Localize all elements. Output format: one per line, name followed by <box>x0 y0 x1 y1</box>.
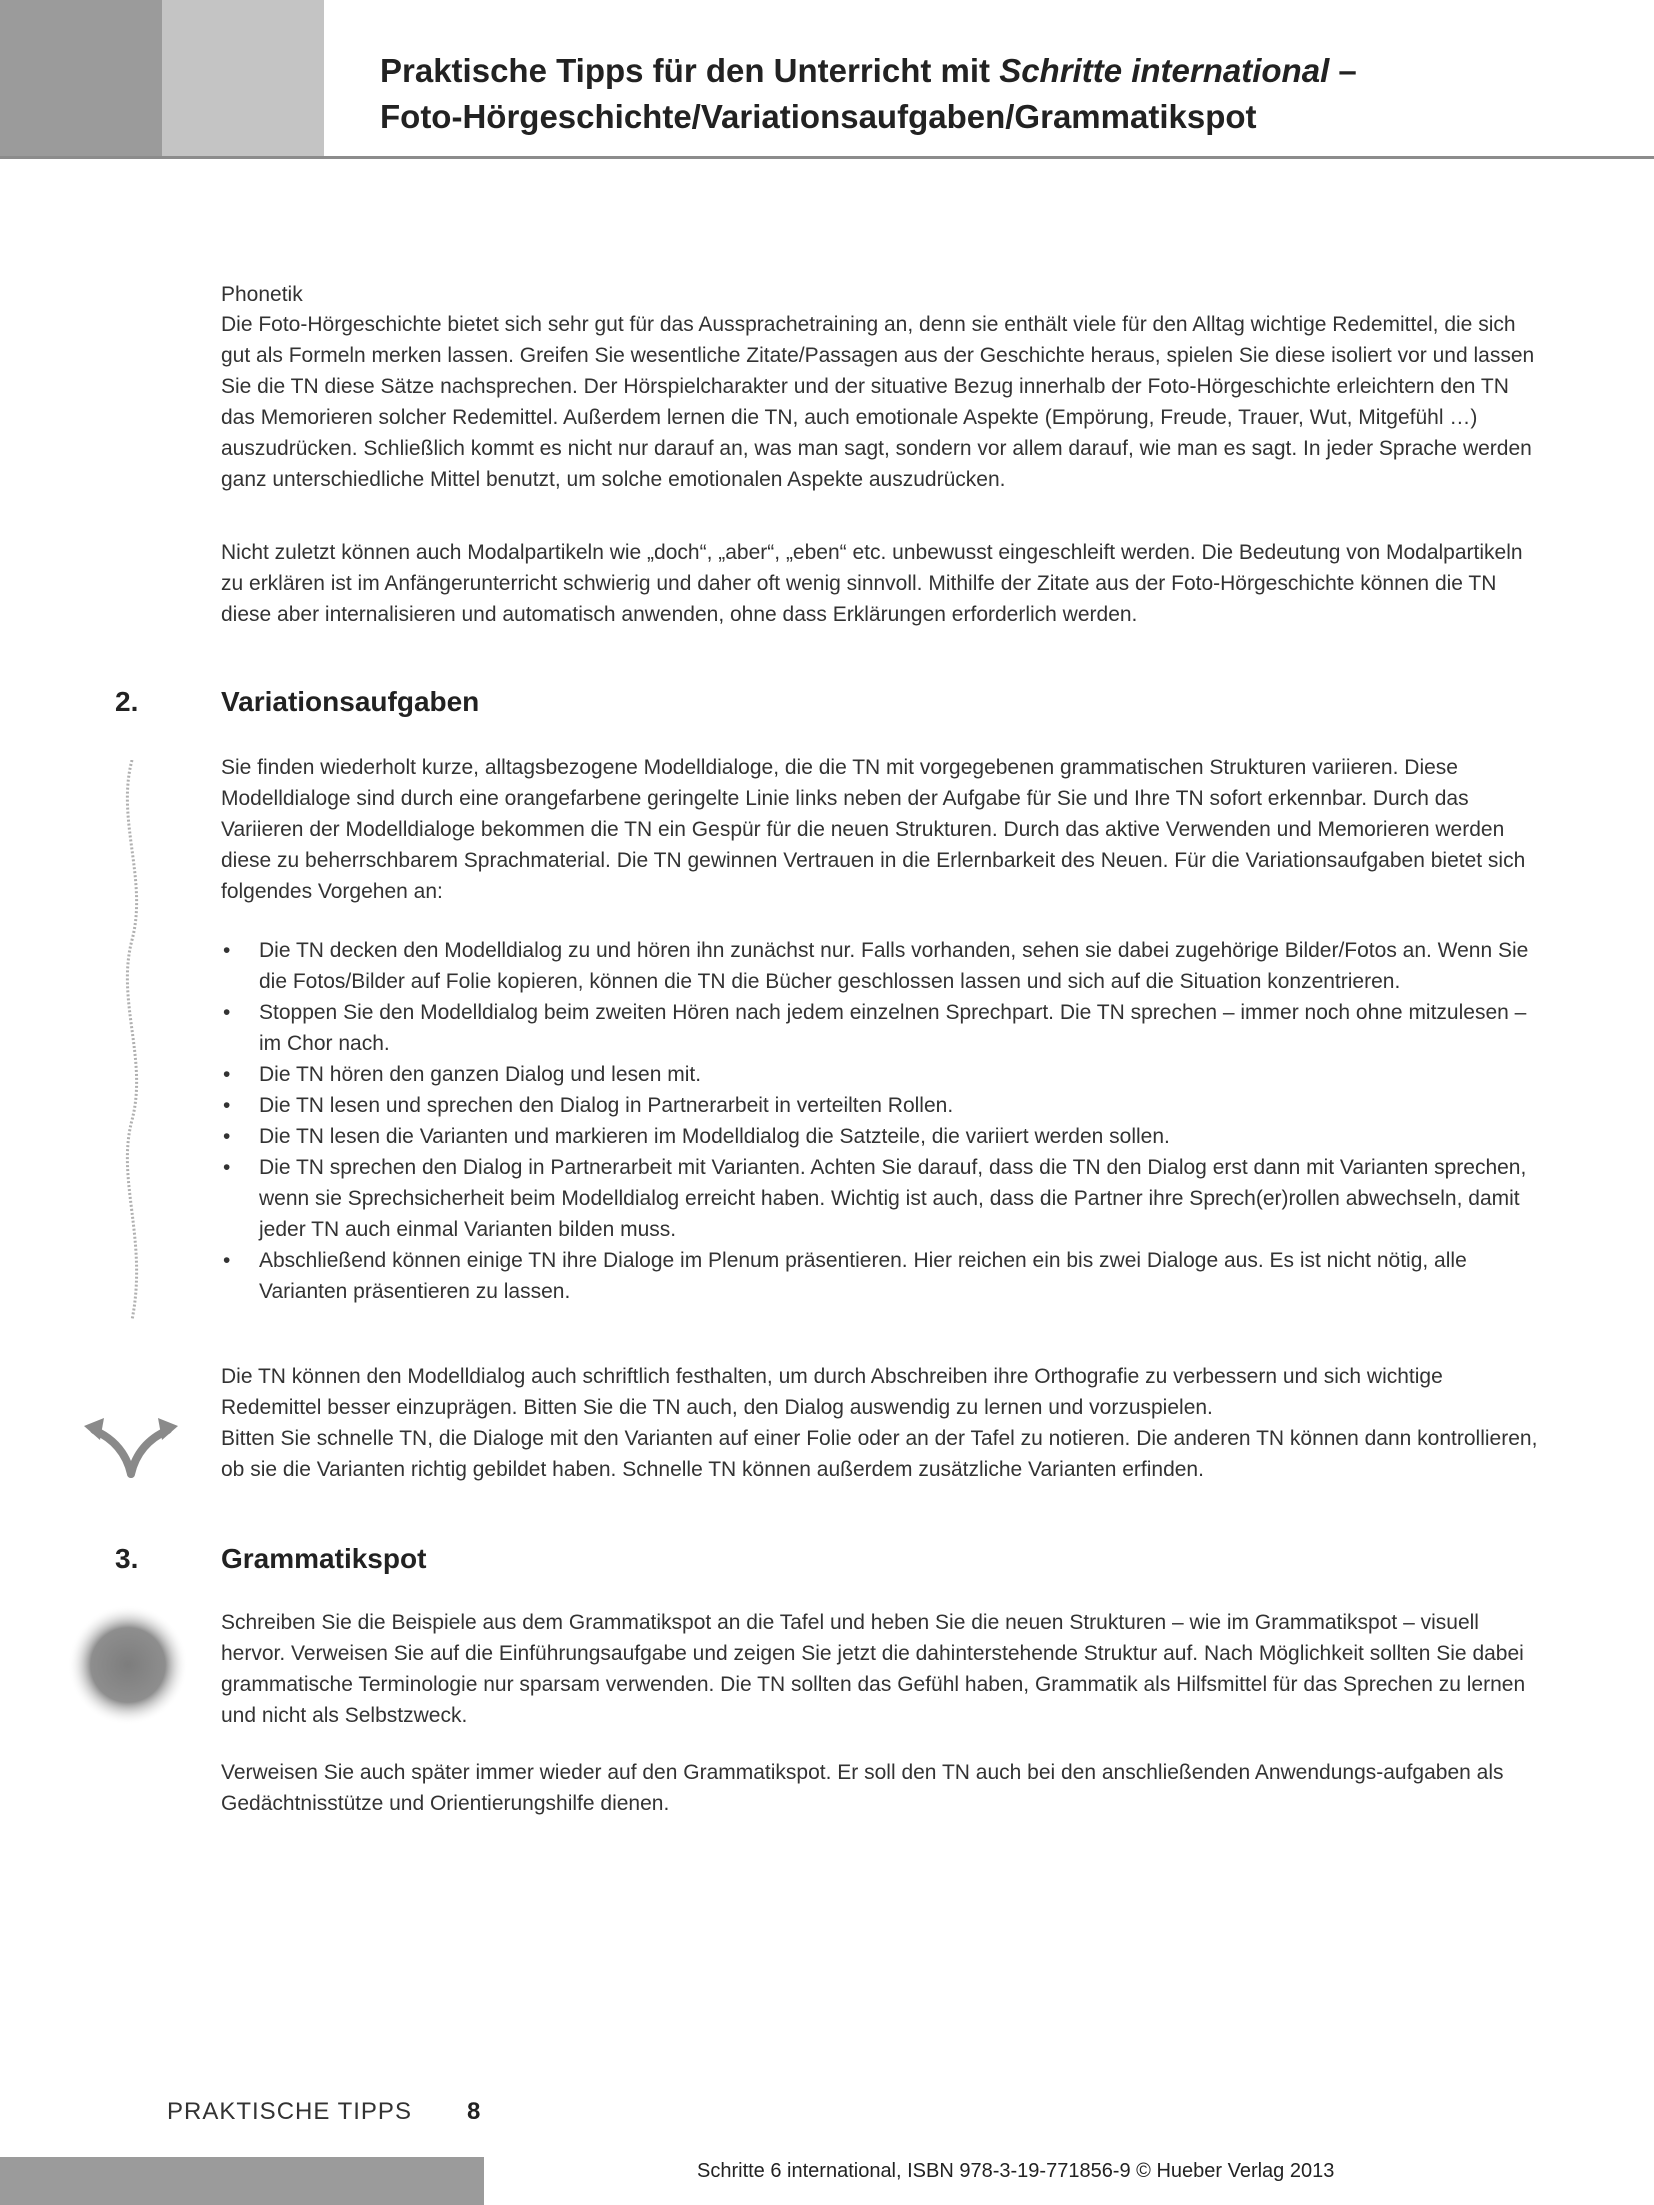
header-block-light <box>162 0 324 157</box>
branch-arrows-icon <box>82 1412 180 1480</box>
section-3-paragraph-1: Schreiben Sie die Beispiele aus dem Grammatikspot an die Tafel und heben Sie die neuen Strukturen – wie im Grammatikspot – visuell hervor. Verweisen Sie auf die Einführungsaufgabe und zeigen Sie jetzt die dahinterstehende Struktur auf. Nach Möglichkeit sollten Sie dabei grammatische Terminologie nur sparsam verwenden. Die TN sollten das Gefühl haben, Grammatik als Hilfsmittel für das Sprechen zu lernen und nicht als Selbstzweck. <box>221 1611 1526 1727</box>
footer-label: PRAKTISCHE TIPPS <box>167 2098 412 2125</box>
page-title <box>380 48 1620 140</box>
phonetik-heading: Phonetik <box>221 283 303 306</box>
list-item: • Die TN lesen die Varianten und markieren im Modelldialog die Satzteile, die variiert werden sollen. <box>221 1121 1541 1152</box>
title-prefix: Praktische Tipps für den Unterricht mit <box>380 52 1000 89</box>
title-line-2: Foto-Hörgeschichte/Variationsaufgaben/Grammatikspot <box>380 98 1257 135</box>
footer-bar <box>0 2157 484 2205</box>
section-3-paragraph-2: Verweisen Sie auch später immer wieder auf den Grammatikspot. Er soll den TN auch bei den anschließenden Anwendungs-aufgaben als Gedächtnisstütze und Orientierungshilfe dienen. <box>221 1761 1504 1815</box>
section-2-outro-1: Die TN können den Modelldialog auch schriftlich festhalten, um durch Abschreiben ihre Orthografie zu verbessern und sich wichtige Redemittel besser einzuprägen. Bitten Sie die TN auch, den Dialog auswendig zu lernen und vorzuspielen. <box>221 1365 1443 1419</box>
section-2-outro-2: Bitten Sie schnelle TN, die Dialoge mit den Varianten auf einer Folie oder an der Tafel zu notieren. Die anderen TN können dann kontrollieren, ob sie die Varianten richtig gebildet haben. Schnelle TN können außerdem zusätzliche Varianten erfinden. <box>221 1427 1538 1481</box>
section-3-number: 3. <box>115 1543 139 1574</box>
section-2-number: 2. <box>115 686 139 717</box>
page-number: 8 <box>467 2098 481 2125</box>
title-line-1 <box>380 48 1620 94</box>
header-rule <box>0 156 1654 159</box>
list-item: • Die TN hören den ganzen Dialog und lesen mit. <box>221 1059 1541 1090</box>
list-item: • Die TN decken den Modelldialog zu und hören ihn zunächst nur. Falls vorhanden, sehen sie dabei zugehörige Bilder/Fotos an. Wenn Sie die Fotos/Bilder auf Folie kopieren, können die TN die Bücher geschlossen lassen und sich auf die Situation konzentrieren. <box>221 935 1541 997</box>
list-item: • Die TN lesen und sprechen den Dialog in Partnerarbeit in verteilten Rollen. <box>221 1090 1541 1121</box>
title-italic: Schritte international <box>999 52 1330 89</box>
procedure-list <box>221 935 1541 1307</box>
grammar-spot-icon <box>66 1603 190 1727</box>
section-2-title: Variationsaufgaben <box>221 686 480 717</box>
section-3-title: Grammatikspot <box>221 1543 427 1574</box>
footer-copyright: Schritte 6 international, ISBN 978-3-19-771856-9 © Hueber Verlag 2013 <box>697 2160 1335 2182</box>
wavy-line-icon <box>110 760 154 1320</box>
list-item: • Stoppen Sie den Modelldialog beim zweiten Hören nach jedem einzelnen Sprechpart. Die TN sprechen – immer noch ohne mitzulesen – im Chor nach. <box>221 997 1541 1059</box>
header-block-dark <box>0 0 162 157</box>
section-2-intro: Sie finden wiederholt kurze, alltagsbezogene Modelldialoge, die die TN mit vorgegebenen grammatischen Strukturen variieren. Diese Modelldialoge sind durch eine orangefarbene geringelte Linie links neben der Aufgabe für Sie und Ihre TN sofort erkennbar. Durch das Variieren der Modelldialoge bekommen die TN ein Gespür für die neuen Strukturen. Durch das aktive Verwenden und Memorieren werden diese zu beherrschbarem Sprachmaterial. Die TN gewinnen Vertrauen in die Erlernbarkeit des Neuen. Für die Variationsaufgaben bietet sich folgendes Vorgehen an: <box>221 756 1526 903</box>
phonetik-paragraph-1: Die Foto-Hörgeschichte bietet sich sehr gut für das Aussprachetraining an, denn sie enthält viele für den Alltag wichtige Redemittel, die sich gut als Formeln merken lassen. Greifen Sie wesentliche Zitate/Passagen aus der Geschichte heraus, spielen Sie diese isoliert vor und lassen Sie die TN diese Sätze nachsprechen. Der Hörspielcharakter und der situative Bezug innerhalb der Foto-Hörgeschichte erleichtern den TN das Memorieren solcher Redemittel. Außerdem lernen die TN, auch emotionale Aspekte (Empörung, Freude, Trauer, Wut, Mitgefühl …) auszudrücken. Schließlich kommt es nicht nur darauf an, was man sagt, sondern vor allem darauf, wie man es sagt. In jeder Sprache werden ganz unterschiedliche Mittel benutzt, um solche emotionalen Aspekte auszudrücken. <box>221 313 1535 491</box>
phonetik-paragraph-2: Nicht zuletzt können auch Modalpartikeln wie „doch“, „aber“, „eben“ etc. unbewusst eingeschleift werden. Die Bedeutung von Modalpartikeln zu erklären ist im Anfängerunterricht schwierig und daher oft wenig sinnvoll. Mithilfe der Zitate aus der Foto-Hörgeschichte können die TN diese aber internalisieren und automatisch anwenden, ohne dass Erklärungen erforderlich werden. <box>221 541 1523 626</box>
list-item: • Abschließend können einige TN ihre Dialoge im Plenum präsentieren. Hier reichen ein bis zwei Dialoge aus. Es ist nicht nötig, alle Varianten präsentieren zu lassen. <box>221 1245 1541 1307</box>
list-item: • Die TN sprechen den Dialog in Partnerarbeit mit Varianten. Achten Sie darauf, dass die TN den Dialog erst dann mit Varianten sprechen, wenn sie Sprechsicherheit beim Modelldialog erreicht haben. Wichtig ist auch, dass die Partner ihre Sprech(er)rollen abwechseln, damit jeder TN auch einmal Varianten bilden muss. <box>221 1152 1541 1245</box>
title-suffix: – <box>1329 52 1357 89</box>
